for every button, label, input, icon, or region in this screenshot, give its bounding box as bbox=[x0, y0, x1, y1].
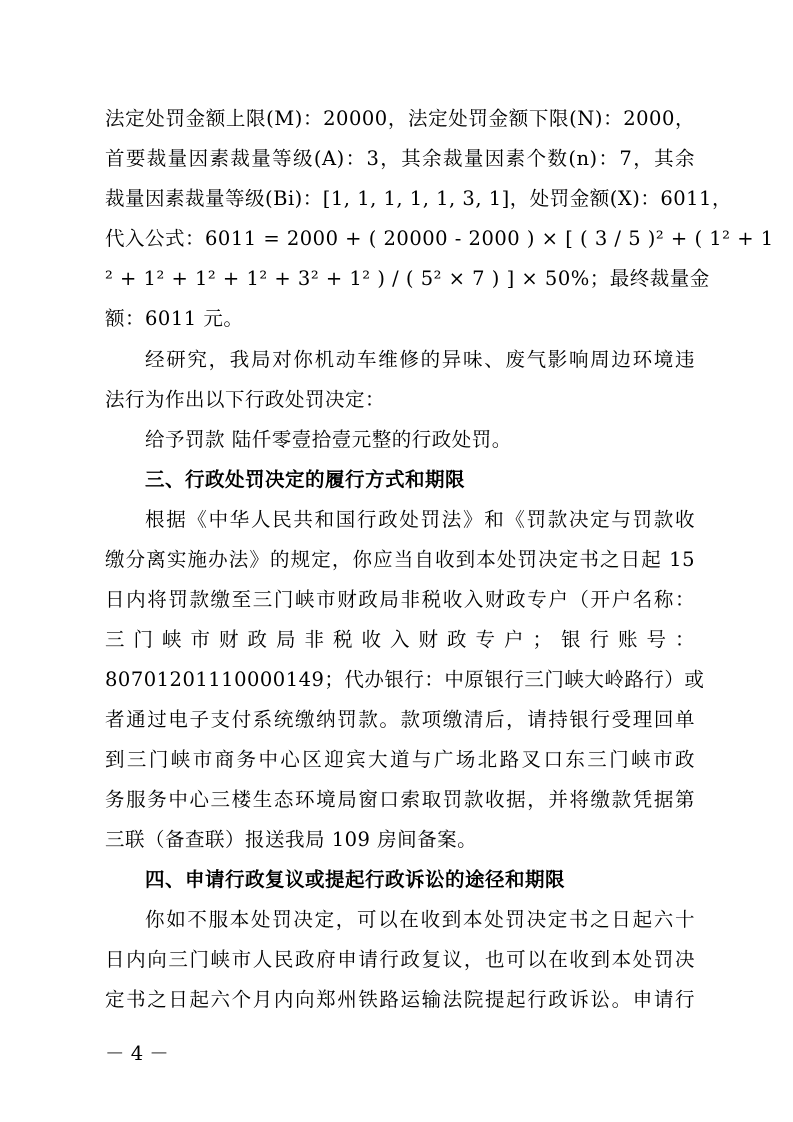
text-line: 定书之日起六个月内向郑州铁路运输法院提起行政诉讼。申请行 bbox=[105, 988, 695, 1011]
text-line: 额：6011 元。 bbox=[105, 307, 244, 330]
text-line: 三联（备查联）报送我局 109 房间备案。 bbox=[105, 828, 478, 851]
paragraph-start: 根据《中华人民共和国行政处罚法》和《罚款决定与罚款收 bbox=[145, 508, 695, 531]
paragraph-start: 经研究，我局对你机动车维修的异味、废气影响周边环境违 bbox=[145, 348, 695, 371]
paragraph-start: 你如不服本处罚决定，可以在收到本处罚决定书之日起六十 bbox=[145, 908, 695, 931]
formula-line: 代入公式：6011 = 2000 + ( 20000 - 2000 ) × [ ( 3 / 5 )² + ( 1² + 1 bbox=[105, 227, 774, 250]
text-line: 务服务中心三楼生态环境局窗口索取罚款收据，并将缴款凭据第 bbox=[105, 788, 695, 811]
text-line: 法行为作出以下行政处罚决定： bbox=[105, 388, 386, 411]
text-line: 法定处罚金额上限(M)：20000，法定处罚金额下限(N)：2000， bbox=[105, 107, 695, 130]
text-line: 到三门峡市商务中心区迎宾大道与广场北路叉口东三门峡市政 bbox=[105, 748, 695, 771]
text-line: 日内向三门峡市人民政府申请行政复议，也可以在收到本处罚决 bbox=[105, 948, 695, 971]
text-line: 缴分离实施办法》的规定，你应当自收到本处罚决定书之日起 15 bbox=[105, 548, 695, 571]
text-line: 日内将罚款缴至三门峡市财政局非税收入财政专户（开户名称： bbox=[105, 588, 695, 611]
penalty-decision: 给予罚款 陆仟零壹拾壹元整的行政处罚。 bbox=[145, 428, 512, 451]
account-number-line: 80701201110000149；代办银行：中原银行三门峡大岭路行）或 bbox=[105, 668, 705, 691]
account-name-line: 三门峡市财政局非税收入财政专户；银行账号： bbox=[105, 628, 695, 651]
page-number: － 4 － bbox=[105, 1042, 169, 1065]
section-heading-3: 三、行政处罚决定的履行方式和期限 bbox=[145, 468, 466, 491]
text-line: 者通过电子支付系统缴纳罚款。款项缴清后，请持银行受理回单 bbox=[105, 708, 695, 731]
formula-line: ² + 1² + 1² + 1² + 3² + 1² ) / ( 5² × 7 ) ] × 50%；最终裁量金 bbox=[105, 267, 710, 290]
text-line: 首要裁量因素裁量等级(A)：3，其余裁量因素个数(n)：7，其余 bbox=[105, 147, 695, 170]
text-line: 裁量因素裁量等级(Bi)：[1, 1, 1, 1, 1, 3, 1]，处罚金额(X)：6011， bbox=[105, 187, 732, 210]
section-heading-4: 四、申请行政复议或提起行政诉讼的途径和期限 bbox=[145, 868, 566, 891]
